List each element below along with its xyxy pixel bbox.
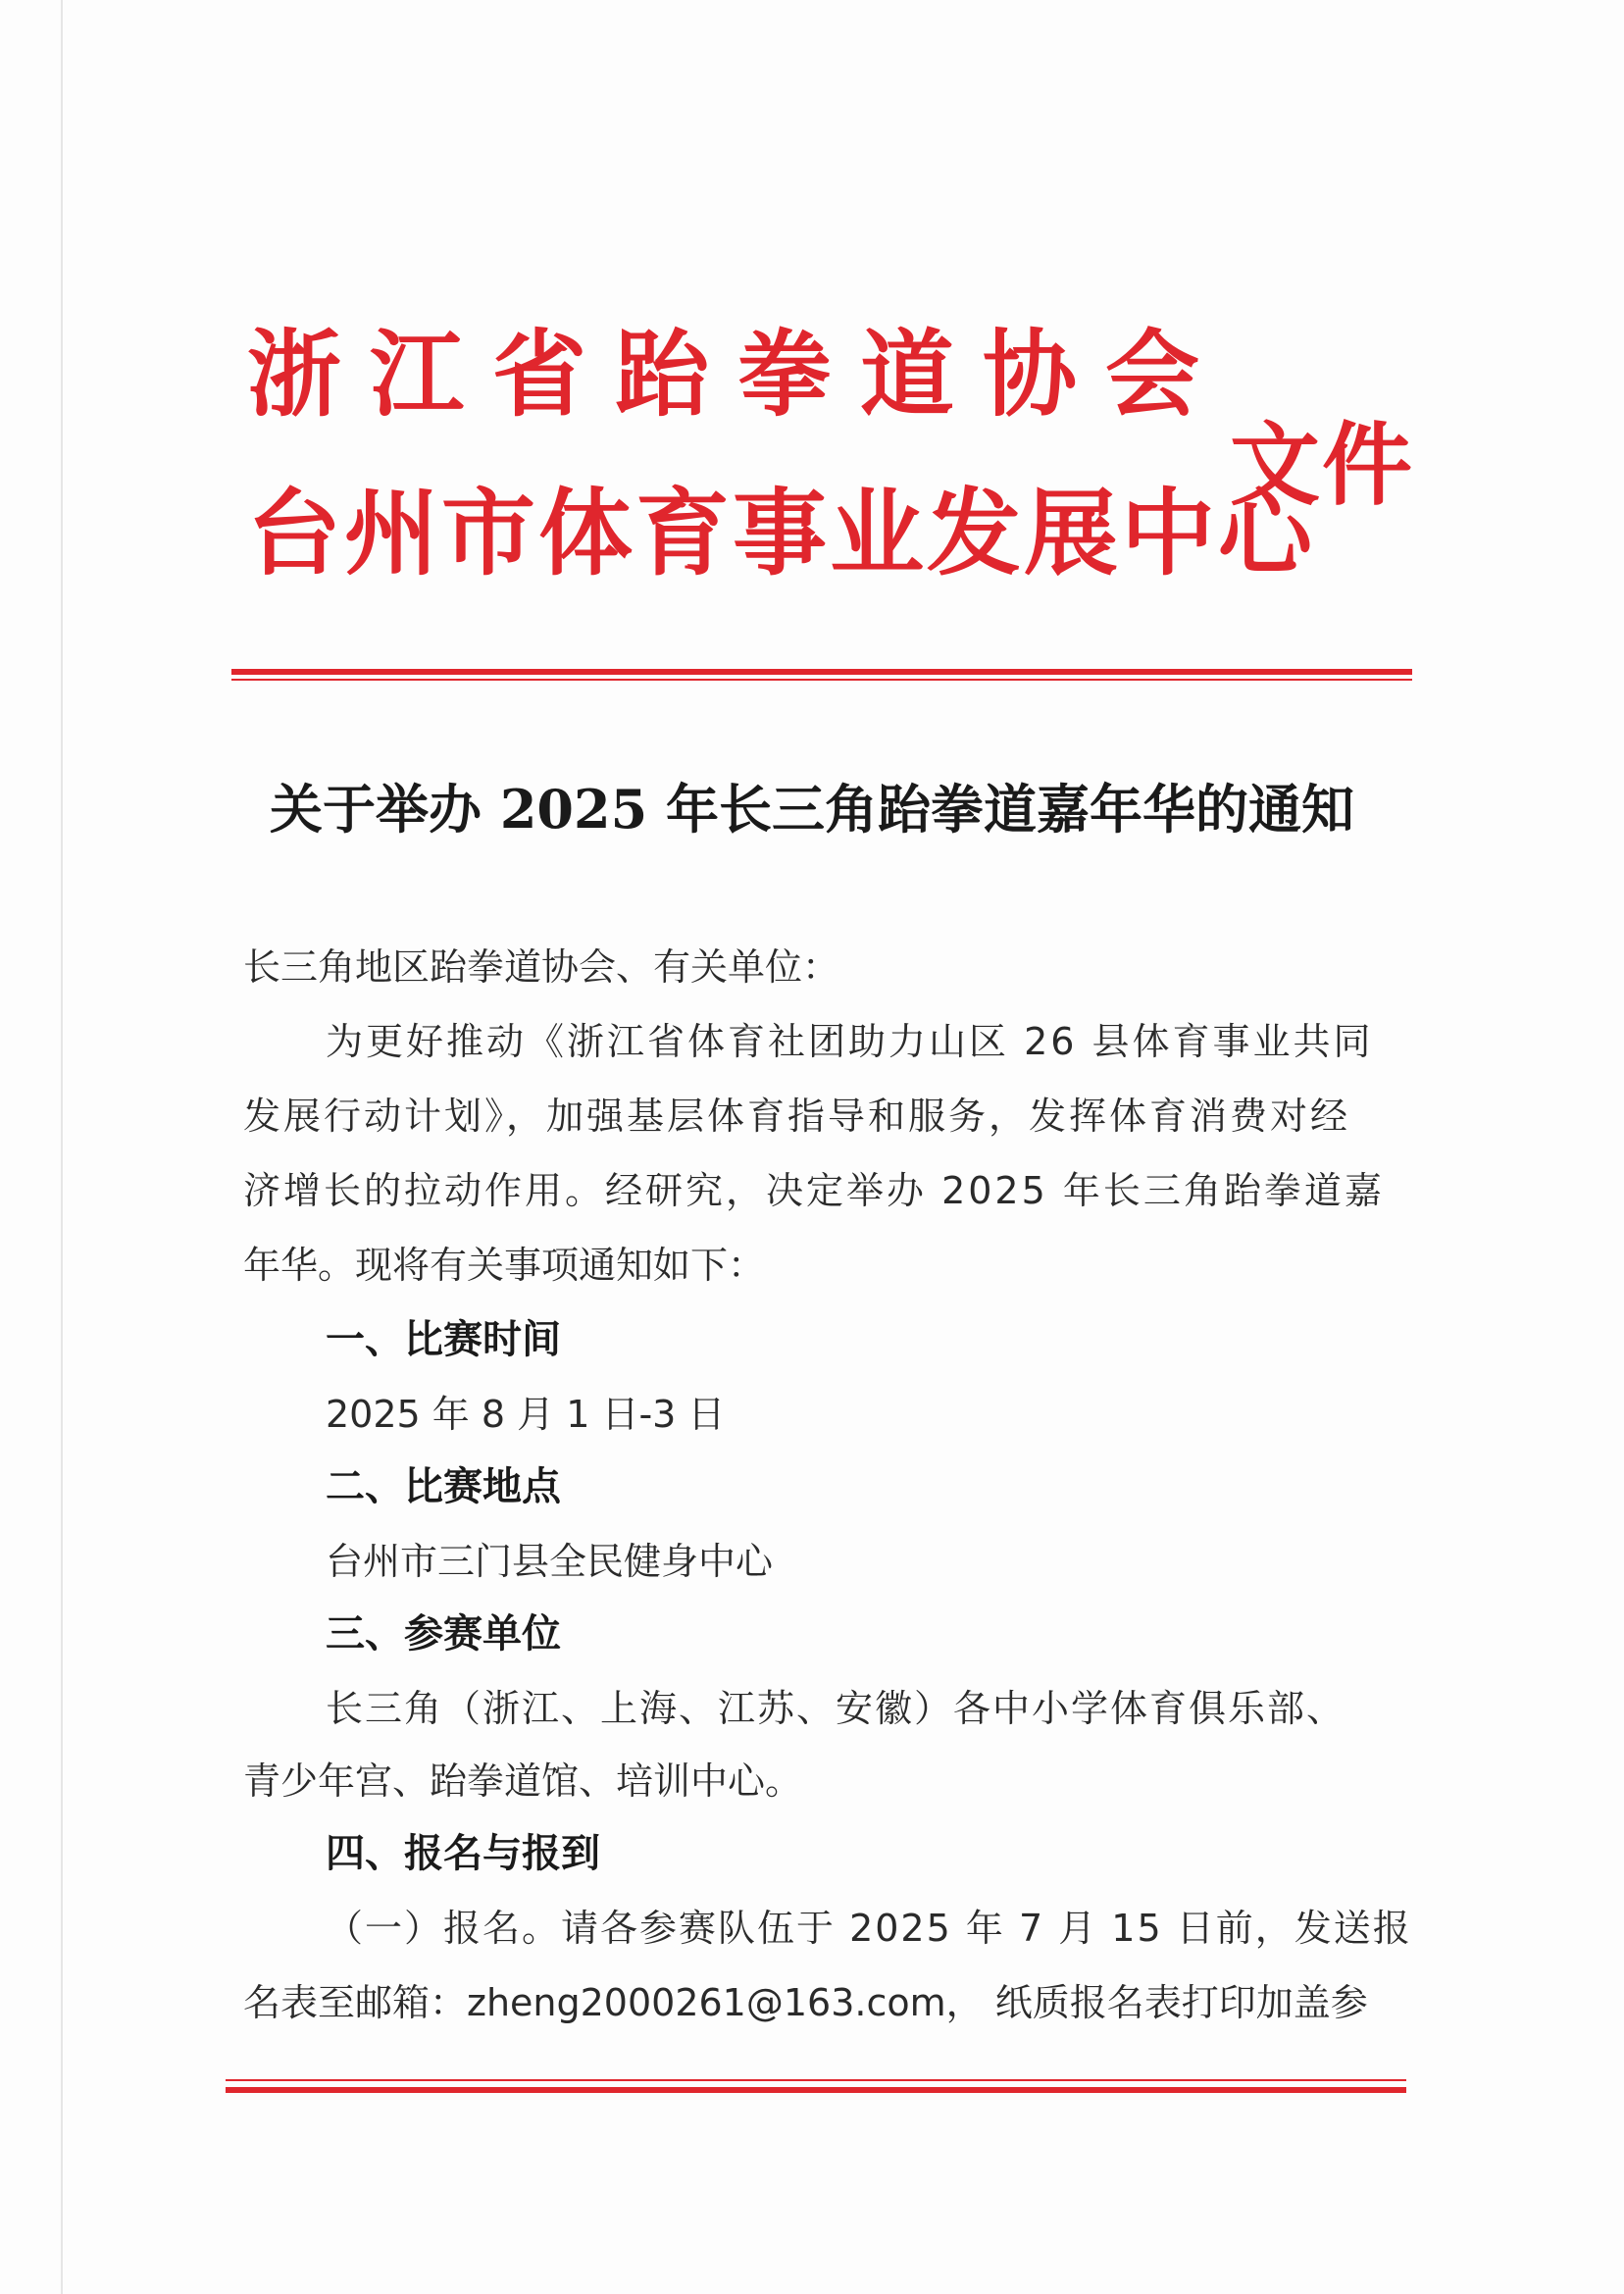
header-org-line-2: 台州市体育事业发展中心 [247,479,1315,588]
section-text-registration-2: 名表至邮箱：zheng2000261@163.com， 纸质报名表打印加盖参 [243,1981,1368,2024]
footer-divider-thick [226,2087,1406,2093]
intro-line-2: 发展行动计划》，加强基层体育指导和服务，发挥体育消费对经 [243,1095,1351,1138]
section-heading-registration: 四、报名与报到 [326,1831,600,1876]
header-divider-thick [231,669,1412,675]
section-heading-time: 一、比赛时间 [326,1317,561,1362]
footer-divider-thin [226,2079,1406,2081]
header-doc-label: 文件 [1230,413,1415,518]
intro-line-4: 年华。现将有关事项通知如下： [243,1244,766,1287]
section-text-registration-1: （一）报名。请各参赛队伍于 2025 年 7 月 15 日前，发送报 [326,1907,1412,1950]
intro-line-3: 济增长的拉动作用。经研究，决定举办 2025 年长三角跆拳道嘉 [243,1169,1385,1212]
header-org-line-1: 浙江省跆拳道协会 [247,320,1228,430]
header-divider-thin [231,679,1412,681]
section-text-participants-2: 青少年宫、跆拳道馆、培训中心。 [243,1759,803,1803]
section-heading-participants: 三、参赛单位 [326,1611,561,1657]
intro-line-1: 为更好推动《浙江省体育社团助力山区 26 县体育事业共同 [326,1020,1374,1063]
section-heading-venue: 二、比赛地点 [326,1464,561,1509]
section-text-participants-1: 长三角（浙江、上海、江苏、安徽）各中小学体育俱乐部、 [326,1687,1346,1730]
section-text-time: 2025 年 8 月 1 日-3 日 [326,1393,726,1436]
section-text-venue: 台州市三门县全民健身中心 [326,1540,774,1583]
salutation: 长三角地区跆拳道协会、有关单位： [243,945,840,989]
scan-edge [61,0,63,2294]
document-title: 关于举办 2025 年长三角跆拳道嘉年华的通知 [270,778,1354,841]
